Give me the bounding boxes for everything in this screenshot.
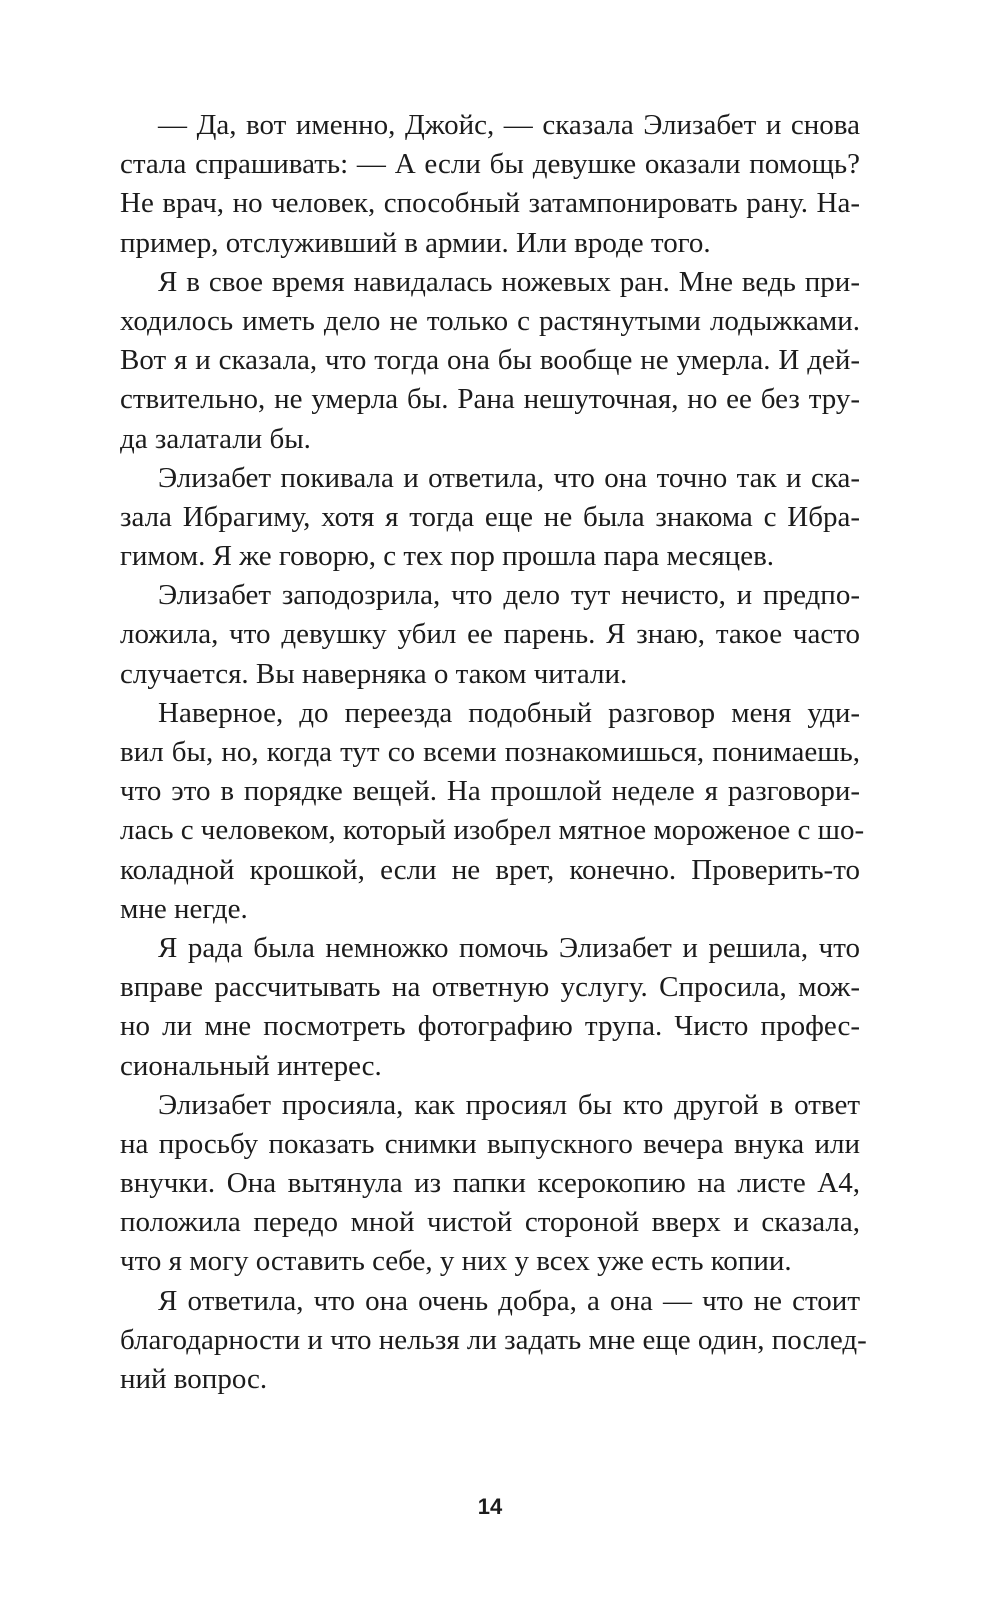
text-line: случается. Вы наверняка о таком читали. (120, 657, 628, 690)
text-line: вправе рассчитывать на ответную услугу. Спросила, мож- (120, 971, 860, 1004)
text-line: Элизабет заподозрила, что дело тут нечисто, и предпо- (158, 579, 860, 612)
paragraph (120, 929, 860, 1086)
text-line: благодарности и что нельзя ли задать мне еще один, послед- (120, 1323, 867, 1356)
text-line: ний вопрос. (120, 1363, 268, 1395)
text-line: внучки. Она вытянула из папки ксерокопию на листе А4, (120, 1167, 860, 1200)
text-line: коладной крошкой, если не врет, конечно. Проверить-то (120, 853, 860, 886)
text-line: пример, отслуживший в армии. Или вроде того. (120, 226, 711, 259)
text-line: ложила, что девушку убил ее парень. Я знаю, такое часто (120, 618, 860, 651)
paragraph (120, 459, 860, 577)
text-line: но ли мне посмотреть фотографию трупа. Чисто профес- (120, 1010, 860, 1043)
text-line: что это в порядке вещей. На прошлой неделе я разговори- (120, 775, 860, 808)
text-line: положила передо мной чистой стороной вверх и сказала, (120, 1206, 860, 1239)
text-line: ствительно, не умерла бы. Рана нешуточная, но ее без тру- (120, 383, 860, 416)
text-line: мне негде. (120, 892, 248, 925)
text-line: зала Ибрагиму, хотя я тогда еще не была знакома с Ибра- (120, 500, 860, 533)
text-line: Элизабет просияла, как просиял бы кто другой в ответ (158, 1088, 860, 1121)
text-line: — Да, вот именно, Джойс, — сказала Элизабет и снова (158, 109, 860, 141)
text-line: на просьбу показать снимки выпускного вечера внука или (120, 1127, 860, 1160)
text-line: ходилось иметь дело не только с растянутыми лодыжками. (120, 304, 860, 337)
paragraph (120, 576, 860, 694)
page-body-text (120, 106, 867, 1399)
text-line: Я рада была немножко помочь Элизабет и решила, что (158, 931, 860, 964)
paragraph (120, 1282, 867, 1400)
text-line: Не врач, но человек, способный затампонировать рану. На- (120, 187, 860, 220)
paragraph (120, 106, 860, 263)
page-number: 14 (477, 1494, 503, 1519)
text-line: гимом. Я же говорю, с тех пор прошла пара месяцев. (120, 540, 775, 573)
paragraph (120, 263, 860, 459)
text-line: что я могу оставить себе, у них у всех уже есть копии. (120, 1245, 792, 1278)
paragraph (120, 1086, 860, 1282)
text-line: стала спрашивать: — А если бы девушке оказали помощь? (120, 148, 860, 181)
text-line: вил бы, но, когда тут со всеми познакомишься, понимаешь, (120, 736, 860, 768)
text-line: Я ответила, что она очень добра, а она — что не стоит (158, 1284, 860, 1317)
paragraph (120, 694, 865, 929)
text-line: лась с человеком, который изобрел мятное мороженое с шо- (120, 814, 865, 847)
text-line: да залатали бы. (120, 422, 311, 455)
text-line: Наверное, до переезда подобный разговор меня уди- (158, 696, 860, 729)
text-line: Элизабет покивала и ответила, что она точно так и ска- (158, 461, 860, 494)
text-line: Вот я и сказала, что тогда она бы вообще не умерла. И дей- (120, 344, 860, 377)
text-line: сиональный интерес. (120, 1049, 382, 1082)
text-line: Я в свое время навидалась ножевых ран. Мне ведь при- (158, 265, 860, 298)
